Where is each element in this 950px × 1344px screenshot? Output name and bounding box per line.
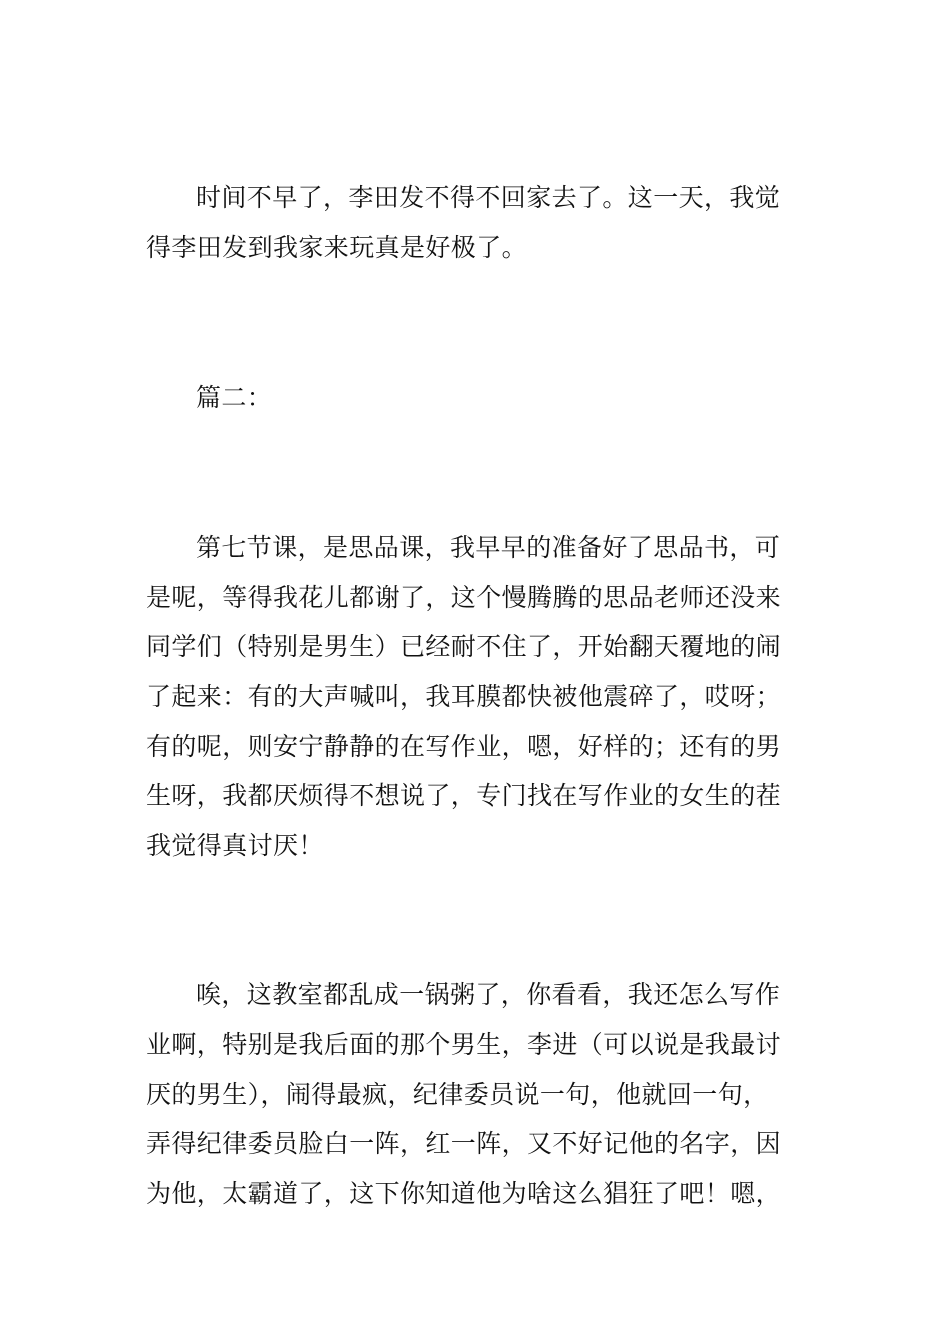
paragraph-1-line-2: 得李田发到我家来玩真是好极了。 — [146, 233, 528, 262]
paragraph-3-line-4: 了起来：有的大声喊叫，我耳膜都快被他震碎了，哎呀； — [146, 682, 782, 711]
paragraph-3-line-6: 生呀，我都厌烦得不想说了，专门找在写作业的女生的茬 — [146, 781, 782, 810]
paragraph-3-line-2: 是呢，等得我花儿都谢了，这个慢腾腾的思品老师还没来 — [146, 583, 782, 612]
paragraph-4-line-4: 弄得纪律委员脸白一阵，红一阵，又不好记他的名字，因 — [146, 1129, 782, 1158]
paragraph-4-line-1: 唉，这教室都乱成一锅粥了，你看看，我还怎么写作 — [196, 980, 781, 1009]
paragraph-3-line-5: 有的呢，则安宁静静的在写作业，嗯，好样的；还有的男 — [146, 732, 782, 761]
paragraph-4-line-5: 为他，太霸道了，这下你知道他为啥这么猖狂了吧！嗯， — [146, 1179, 782, 1208]
paragraph-4-line-2: 业啊，特别是我后面的那个男生，李进（可以说是我最讨 — [146, 1030, 782, 1059]
section-heading: 篇二： — [196, 383, 273, 412]
paragraph-3-line-1: 第七节课，是思品课，我早早的准备好了思品书，可 — [196, 533, 781, 562]
paragraph-1-line-1: 时间不早了，李田发不得不回家去了。这一天，我觉 — [196, 183, 781, 212]
paragraph-3-line-7: 我觉得真讨厌！ — [146, 831, 324, 860]
paragraph-3-line-3: 同学们（特别是男生）已经耐不住了，开始翻天覆地的闹 — [146, 632, 782, 661]
paragraph-4-line-3: 厌的男生），闹得最疯，纪律委员说一句，他就回一句， — [146, 1080, 769, 1109]
